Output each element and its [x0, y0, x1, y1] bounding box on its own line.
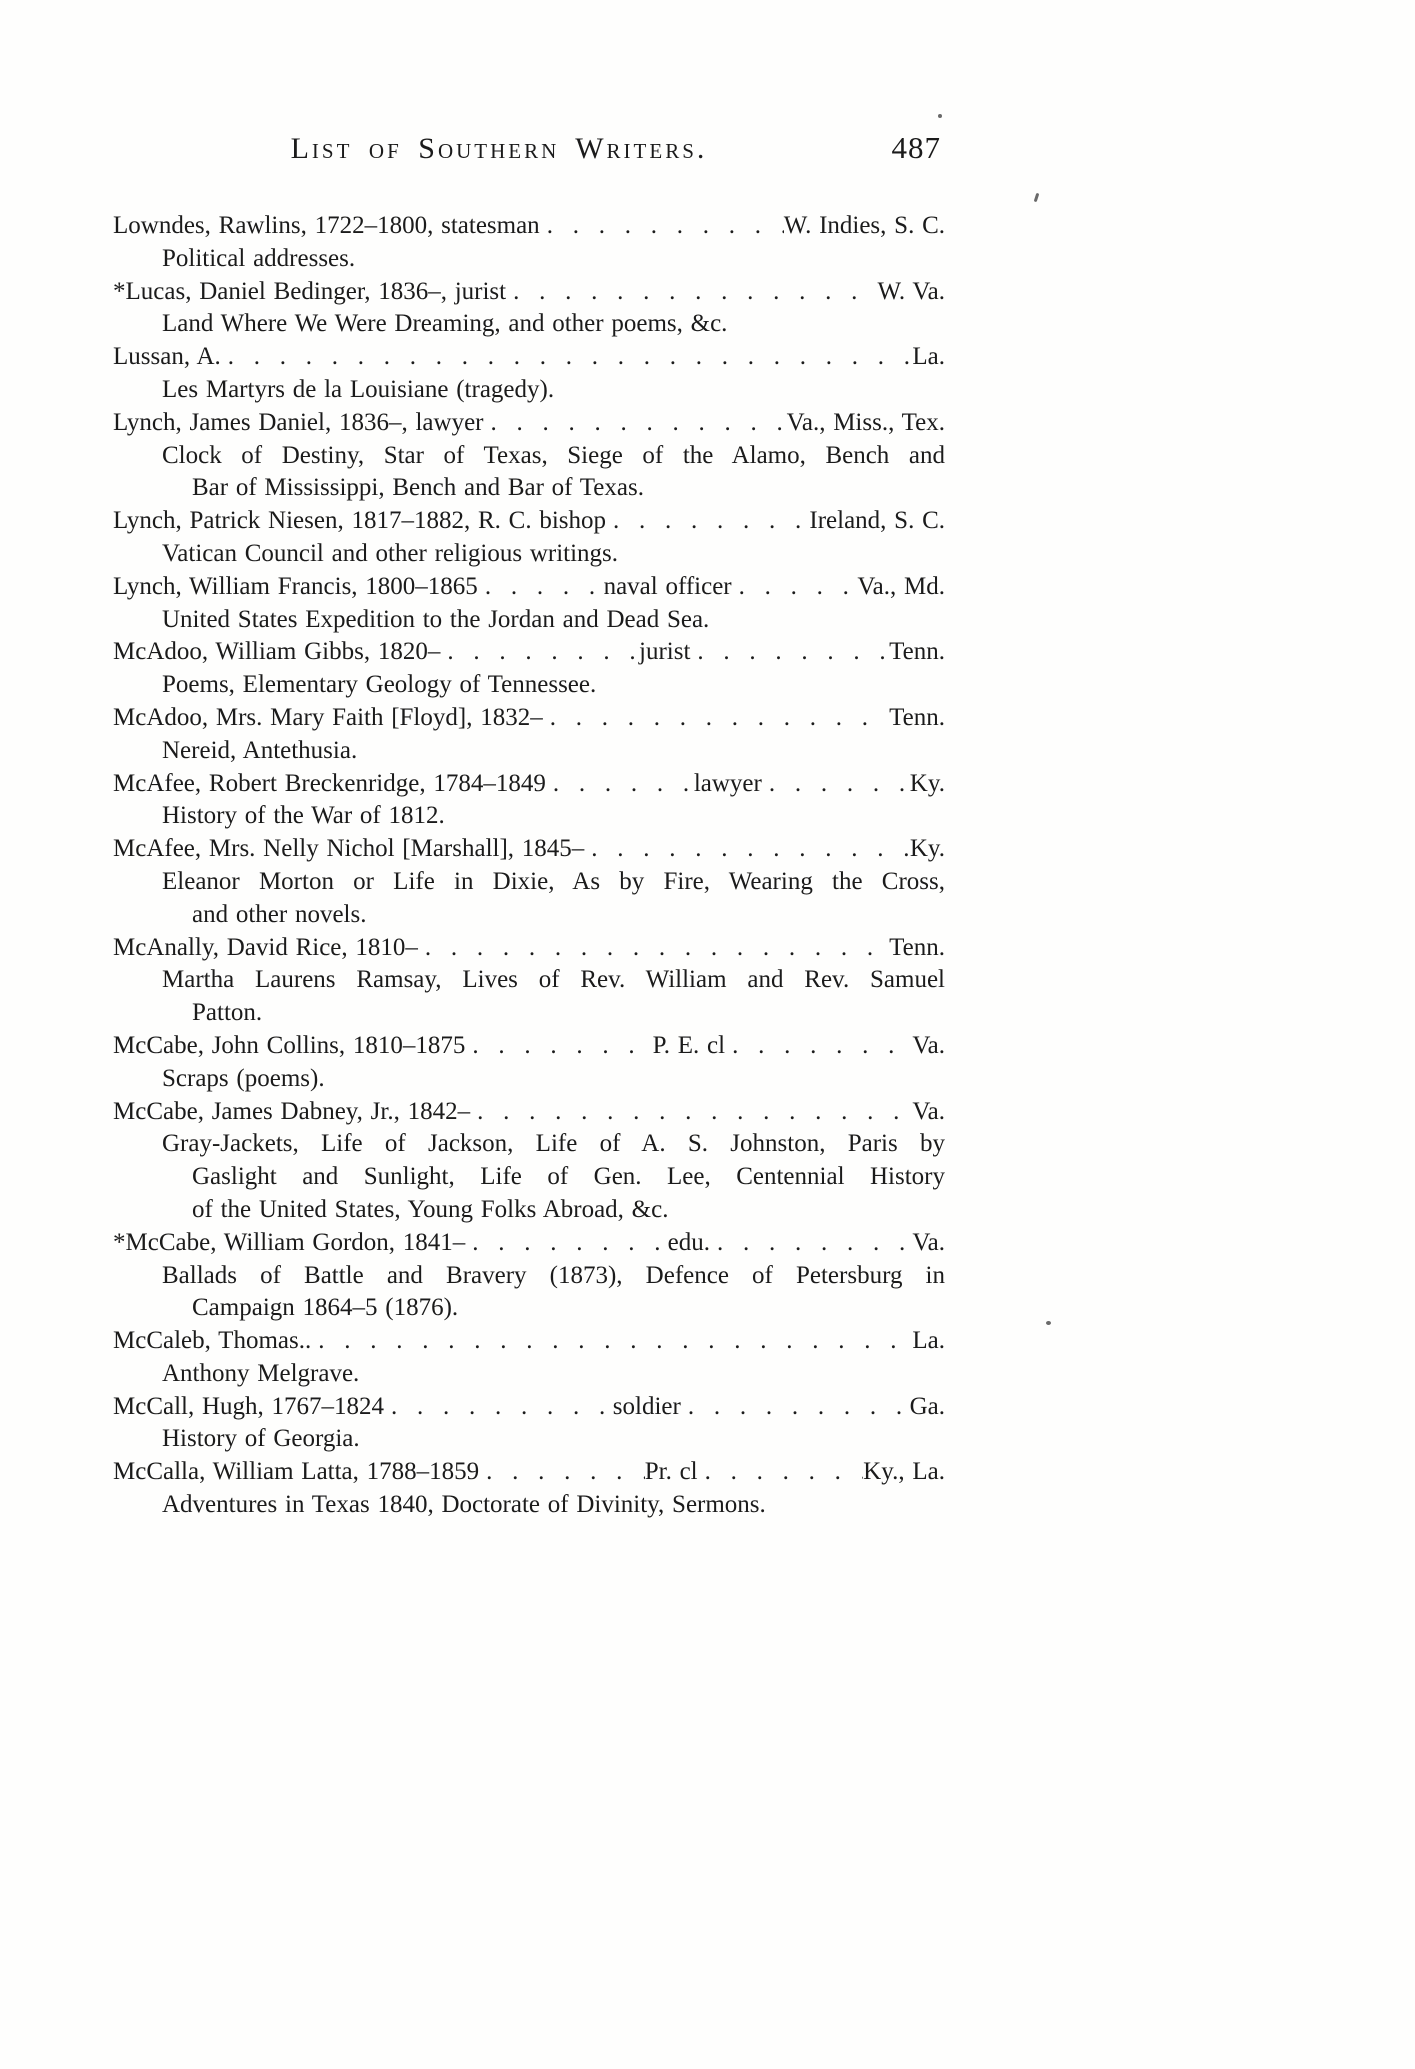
entry-main-line [113, 210, 945, 243]
entry-text: Ky., La. [863, 1458, 945, 1486]
entry-text: Pr. cl [644, 1458, 698, 1486]
entry-text: McAfee, Mrs. Nelly Nichol [Marshall], 1845– [113, 835, 585, 863]
page-content [113, 132, 945, 1522]
dot-leader [311, 1325, 912, 1358]
scan-artifact [938, 114, 942, 118]
entry-text: McCaleb, Thomas.. [113, 1327, 312, 1355]
writer-entry [113, 505, 945, 571]
entry-main-line [113, 1227, 945, 1260]
dot-leader [465, 1030, 652, 1063]
work-line: Anthony Melgrave. [162, 1359, 360, 1387]
entry-text: Lynch, William Francis, 1800–1865 [113, 572, 478, 600]
writer-entry [113, 1030, 945, 1096]
work-line: History of the War of 1812. [162, 802, 445, 830]
writer-entry [113, 768, 945, 834]
entry-main-line [113, 341, 945, 374]
work-line: Ballads of Battle and Bravery (1873), Defence of Petersburg in [162, 1261, 945, 1289]
entry-main-line [113, 932, 945, 965]
dot-leader [606, 505, 809, 538]
entry-main-line [113, 1325, 945, 1358]
entry-text: McCalla, William Latta, 1788–1859 [113, 1458, 480, 1486]
dot-leader [710, 1227, 912, 1260]
dot-leader [418, 932, 889, 965]
work-line: Vatican Council and other religious writings. [162, 539, 619, 567]
work-line: Political addresses. [162, 244, 356, 272]
entry-text: W. Indies, S. C. [783, 212, 945, 239]
dot-leader [384, 1391, 613, 1424]
writer-entry [113, 833, 945, 931]
entry-text: Tenn. [889, 703, 945, 731]
work-line: Poems, Elementary Geology of Tennessee. [162, 671, 597, 699]
dot-leader [690, 636, 889, 669]
entry-text: Tenn. [889, 933, 945, 961]
entry-text: Ky. [909, 769, 945, 797]
entry-text: McCabe, James Dabney, Jr., 1842– [113, 1097, 471, 1125]
writer-entry [113, 210, 945, 276]
dot-leader [479, 1456, 645, 1489]
entry-text: *McCabe, William Gordon, 1841– [113, 1228, 466, 1256]
entry-text: McAdoo, William Gibbs, 1820– [113, 638, 441, 666]
dot-leader [584, 833, 910, 866]
entry-text: McCabe, John Collins, 1810–1875 [113, 1031, 466, 1059]
entry-text: Lussan, A. [113, 343, 221, 371]
work-line: Patton. [192, 999, 263, 1027]
entry-text: Va. [912, 1031, 945, 1059]
work-line: Gray-Jackets, Life of Jackson, Life of A. S. Johnston, Paris by [162, 1130, 945, 1158]
work-line: Martha Laurens Ramsay, Lives of Rev. William and Rev. Samuel [162, 966, 945, 994]
entry-text: naval officer [603, 572, 732, 600]
work-line: Clock of Destiny, Star of Texas, Siege of the Alamo, Bench and [162, 441, 945, 469]
work-line: Scraps (poems). [162, 1064, 325, 1092]
work-line: Gaslight and Sunlight, Life of Gen. Lee, Centennial History [192, 1163, 945, 1191]
dot-leader [546, 768, 694, 801]
writer-entry [113, 341, 945, 407]
entry-text: McCall, Hugh, 1767–1824 [113, 1392, 385, 1420]
writer-entry [113, 571, 945, 637]
writer-entry [113, 276, 945, 342]
dot-leader [681, 1391, 910, 1424]
writer-entry [113, 702, 945, 768]
entry-text: Va. [912, 1097, 945, 1125]
page-title: List of Southern Writers. [290, 132, 708, 165]
writer-entry [113, 932, 945, 1030]
dot-leader [470, 1096, 912, 1129]
entry-text: Lynch, Patrick Niesen, 1817–1882, R. C. bishop [113, 507, 606, 535]
entry-main-line [113, 1456, 945, 1489]
work-line: Nereid, Antethusia. [162, 736, 358, 764]
entry-main-line [113, 407, 945, 440]
entry-text: Lynch, James Daniel, 1836–, lawyer [113, 408, 484, 436]
dot-leader [698, 1456, 864, 1489]
dot-leader [732, 571, 858, 604]
dot-leader [506, 276, 877, 309]
work-line: Adventures in Texas 1840, Doctorate of Divinity, Sermons. [162, 1491, 766, 1519]
work-line: Eleanor Morton or Life in Dixie, As by Fire, Wearing the Cross, [162, 867, 945, 895]
entry-main-line [113, 276, 945, 309]
work-line: of the United States, Young Folks Abroad, &c. [192, 1195, 669, 1223]
work-line: Bar of Mississippi, Bench and Bar of Texas. [192, 474, 644, 502]
work-line: Campaign 1864–5 (1876). [192, 1294, 459, 1322]
dot-leader [465, 1227, 667, 1260]
entry-text: edu. [667, 1228, 710, 1256]
writer-entry [113, 407, 945, 505]
scan-artifact [1034, 193, 1040, 202]
entry-text: soldier [612, 1392, 681, 1420]
page-number: 487 [891, 130, 941, 165]
entry-text: P. E. cl [652, 1031, 726, 1059]
entry-main-line [113, 1096, 945, 1129]
dot-leader [484, 407, 787, 440]
entry-text: jurist [639, 638, 691, 666]
entry-text: Lowndes, Rawlins, 1722–1800, statesman [113, 212, 540, 239]
dot-leader [762, 768, 910, 801]
entry-text: McAfee, Robert Breckenridge, 1784–1849 [113, 769, 546, 797]
entries-list [113, 210, 945, 1522]
work-line: United States Expedition to the Jordan and Dead Sea. [162, 605, 710, 633]
dot-leader [478, 571, 604, 604]
entry-text: lawyer [693, 769, 762, 797]
entry-text: McAdoo, Mrs. Mary Faith [Floyd], 1832– [113, 703, 543, 731]
dot-leader [540, 210, 784, 243]
entry-main-line [113, 768, 945, 801]
entry-text: Va. [912, 1228, 945, 1256]
entry-main-line [113, 571, 945, 604]
writer-entry [113, 1391, 945, 1457]
entry-text: *Lucas, Daniel Bedinger, 1836–, jurist [113, 277, 507, 305]
writer-entry [113, 1096, 945, 1227]
work-line: Land Where We Were Dreaming, and other poems, &c. [162, 310, 728, 338]
entry-main-line [113, 505, 945, 538]
entry-main-line [113, 636, 945, 669]
dot-leader [221, 341, 913, 374]
entry-text: La. [912, 343, 945, 371]
entry-text: Tenn. [889, 638, 945, 666]
scan-artifact [1046, 1321, 1051, 1325]
dot-leader [725, 1030, 912, 1063]
dot-leader [440, 636, 639, 669]
work-line: and other novels. [192, 900, 367, 928]
writer-entry [113, 1456, 945, 1522]
writer-entry [113, 1325, 945, 1391]
entry-main-line [113, 702, 945, 735]
entry-text: Ga. [909, 1392, 945, 1420]
page-header [113, 132, 945, 184]
dot-leader [543, 702, 889, 735]
writer-entry [113, 1227, 945, 1325]
entry-text: W. Va. [877, 277, 945, 305]
work-line: Les Martyrs de la Louisiane (tragedy). [162, 375, 555, 403]
work-line: History of Georgia. [162, 1425, 360, 1453]
entry-main-line [113, 1391, 945, 1424]
entry-text: Va., Miss., Tex. [786, 408, 945, 436]
entry-text: Ky. [909, 835, 945, 863]
entry-text: La. [912, 1327, 945, 1355]
entry-text: McAnally, David Rice, 1810– [113, 933, 418, 961]
entry-main-line [113, 1030, 945, 1063]
entry-text: Va., Md. [857, 572, 945, 600]
entry-main-line [113, 833, 945, 866]
writer-entry [113, 636, 945, 702]
entry-text: Ireland, S. C. [809, 507, 945, 535]
